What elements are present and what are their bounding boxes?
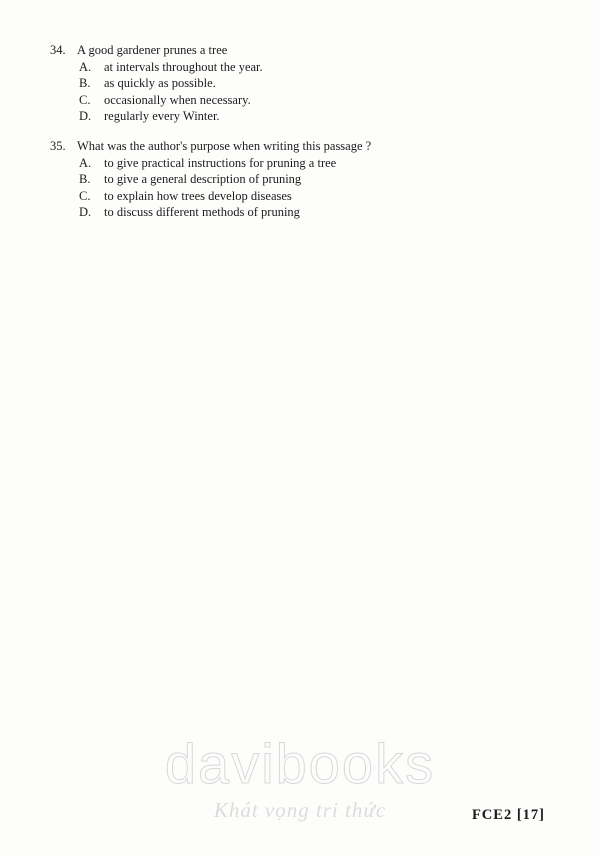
- option-text: as quickly as possible.: [104, 76, 216, 90]
- answer-options: [79, 59, 570, 125]
- option-letter: D.: [79, 109, 92, 123]
- option-text: regularly every Winter.: [104, 109, 220, 123]
- option-letter: A.: [79, 155, 92, 170]
- question-text: What was the author's purpose when writing this passage ?: [77, 139, 372, 153]
- option-d: [79, 108, 570, 125]
- question-35: [50, 138, 570, 221]
- question-number: 34.: [50, 43, 66, 57]
- option-a: [79, 155, 570, 172]
- option-letter: B.: [79, 172, 91, 186]
- option-c: [79, 188, 570, 205]
- question-text: A good gardener prunes a tree: [77, 43, 228, 57]
- option-letter: C.: [79, 188, 91, 203]
- option-letter: C.: [79, 92, 91, 107]
- option-letter: B.: [79, 76, 91, 90]
- watermark: [150, 734, 450, 823]
- option-text: at intervals throughout the year.: [104, 59, 263, 74]
- option-c: [79, 92, 570, 109]
- option-b: [79, 171, 570, 188]
- option-text: to discuss different methods of pruning: [104, 205, 300, 219]
- watermark-brand: davibooks: [164, 732, 436, 795]
- question-34: [50, 42, 570, 125]
- question-number: 35.: [50, 139, 66, 153]
- watermark-tagline: Khát vọng tri thức: [213, 798, 387, 822]
- option-text: to explain how trees develop diseases: [104, 188, 292, 203]
- option-text: to give a general description of pruning: [104, 172, 302, 186]
- option-d: [79, 204, 570, 221]
- question-stem: [50, 138, 570, 155]
- option-letter: A.: [79, 59, 92, 74]
- page-code: FCE2 [17]: [471, 807, 545, 823]
- option-text: occasionally when necessary.: [104, 92, 251, 107]
- answer-options: [79, 155, 570, 221]
- option-a: [79, 59, 570, 76]
- option-text: to give practical instructions for pruning a tree: [104, 155, 337, 170]
- option-letter: D.: [79, 205, 92, 219]
- question-stem: [50, 42, 570, 59]
- option-b: [79, 75, 570, 92]
